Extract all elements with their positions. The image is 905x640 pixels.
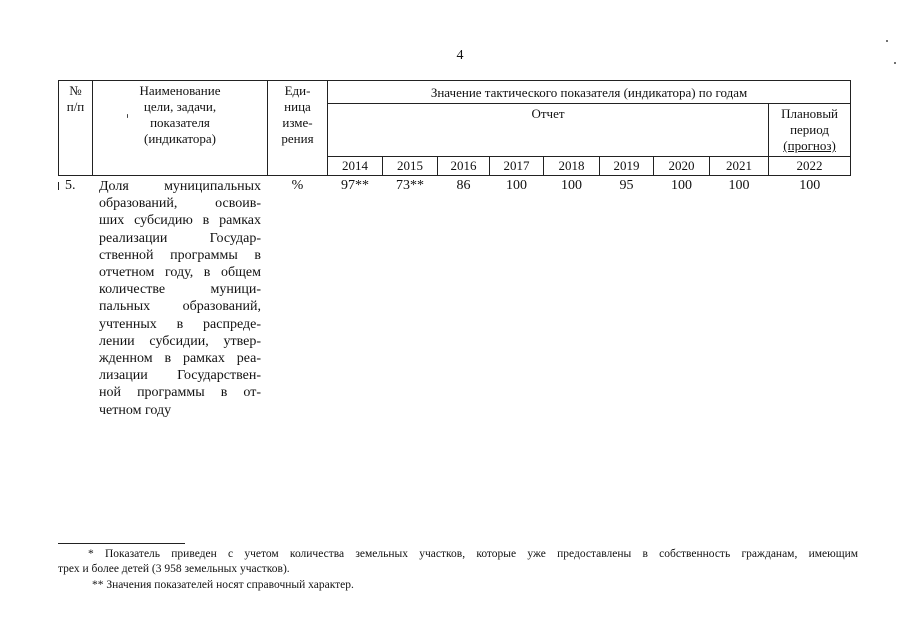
header-year: 2014 (328, 157, 383, 176)
header-year: 2022 (769, 157, 851, 176)
footnote-1 (58, 547, 858, 577)
header-report: Отчет (328, 104, 769, 157)
row-name-line: лении субсидии, утвер- (99, 333, 261, 349)
scan-speck (886, 40, 888, 42)
body-rule-left (58, 182, 59, 190)
row-name-line: ших субсидию в рамках (99, 213, 261, 229)
row-value-2014: 97** (341, 178, 369, 193)
header-planned-line: Плановый (781, 106, 839, 121)
footnote-1-line: * Показатель приведен с учетом количества земельных участков, которые уже предоставлены в собственность гражданам, имеющим (88, 548, 858, 560)
row-value-2015: 73** (396, 178, 424, 193)
row-value-2022: 100 (799, 178, 821, 193)
row-value-2017: 100 (506, 178, 527, 193)
header-name-line: Наименование (139, 83, 221, 98)
header-year: 2019 (600, 157, 654, 176)
row-number: 5. (65, 178, 76, 193)
row-name-line: Доля муниципальных (99, 179, 261, 194)
header-planned-line: (прогноз) (783, 138, 836, 153)
header-unit-line: ница (284, 99, 311, 114)
scan-speck (894, 62, 896, 64)
row-name-line: пальных образований, (99, 299, 261, 315)
header-unit-line: рения (281, 131, 314, 146)
row-name-line: четном году (99, 402, 172, 418)
header-planned (769, 104, 851, 157)
row-name-line: учтенных в распреде- (99, 316, 261, 332)
row-name-line: лизации Государствен- (99, 368, 261, 384)
header-name-line: цели, задачи, (143, 99, 217, 114)
row-value-2016: 86 (456, 178, 471, 193)
row-name-line: ственной программы в (99, 247, 261, 263)
footnote-2: ** Значения показателей носят справочный характер. (92, 579, 354, 591)
row-unit: % (291, 178, 304, 193)
row-name (93, 176, 268, 419)
header-name (93, 81, 268, 176)
header-unit-line: изме- (282, 115, 313, 130)
row-name-line: ной программы в от- (99, 385, 261, 401)
header-year: 2016 (438, 157, 490, 176)
indicator-table (58, 80, 851, 419)
row-name-line: отчетном году, в общем (99, 265, 261, 281)
header-year: 2018 (544, 157, 600, 176)
header-year: 2015 (383, 157, 438, 176)
footnote-divider (58, 543, 185, 544)
header-year: 2017 (490, 157, 544, 176)
table-row (59, 176, 851, 419)
header-number-line: п/п (66, 99, 85, 114)
header-name-line: (индикатора) (144, 131, 216, 146)
header-name-line: показателя (150, 115, 210, 130)
row-name-line: жденном в рамках реа- (99, 351, 261, 367)
header-number (59, 81, 93, 176)
row-value-2020: 100 (671, 178, 692, 193)
row-name-line: реализации Государ- (99, 230, 261, 246)
row-value-2021: 100 (728, 178, 750, 193)
header-value-group: Значение тактического показателя (индикатора) по годам (328, 81, 851, 104)
page-number: 4 (456, 48, 464, 63)
row-value-2019: 95 (619, 178, 634, 193)
header-number-line: № (69, 83, 82, 98)
scan-speck (127, 114, 128, 118)
row-name-line: образований, освоив- (99, 196, 261, 212)
row-value-2018: 100 (561, 178, 582, 193)
header-planned-line: период (790, 122, 830, 137)
header-year: 2020 (654, 157, 710, 176)
row-name-line: количестве муници- (99, 282, 261, 298)
header-year: 2021 (710, 157, 769, 176)
header-unit (268, 81, 328, 176)
footnote-1-line: трех и более детей (3 958 земельных участков). (58, 563, 290, 575)
header-unit-line: Еди- (284, 83, 311, 98)
